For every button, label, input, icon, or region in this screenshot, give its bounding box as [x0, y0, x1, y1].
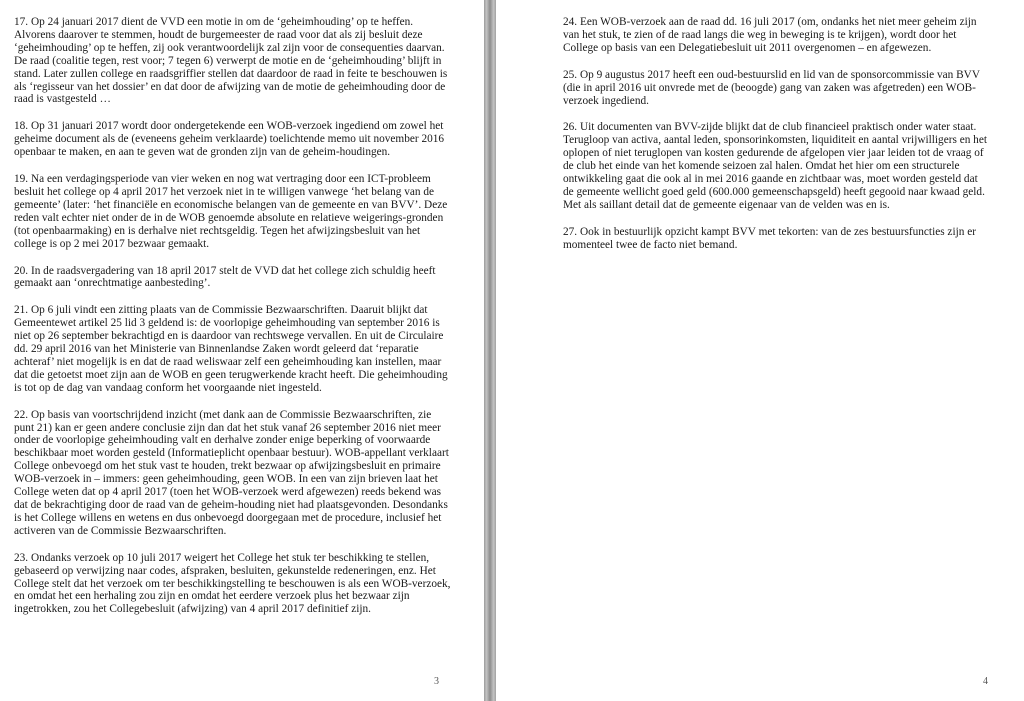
- paragraph-27: 27. Ook in bestuurlijk opzicht kampt BVV met tekorten: van de zes bestuursfuncties zijn er momenteel twee de facto niet bemand.: [563, 225, 976, 251]
- page-3-body: [14, 16, 454, 630]
- page-4-body: [563, 16, 988, 266]
- paragraph-21: 21. Op 6 juli vindt een zitting plaats van de Commissie Bezwaarschriften. Daaruit blijkt dat Gemeentewet artikel 25 lid 3 geldend is: de voorlopige geheimhouding van september 2016 is niet op 26 september bekrachtigd en is daardoor van rechtswege vervallen. En uit de Circulaire dd. 29 april 2016 van het Ministerie van Binnenlandse Zaken wordt geleerd dat ‘reparatie achteraf’ niet mogelijk is en dat de raad weliswaar zelf een geheimhouding kan instellen, maar dat die getoetst moet zijn aan de WOB en geen terugwerkende kracht heeft. Die geheimhouding is tot op de dag van vandaag conform het voorgaande niet ingesteld.: [14, 304, 448, 394]
- document-page-4: [496, 0, 1024, 701]
- document-page-3: [0, 0, 484, 701]
- paragraph-23: 23. Ondanks verzoek op 10 juli 2017 weigert het College het stuk ter beschikking te stellen, gebaseerd op verwijzing naar codes, afspraken, besluiten, gekunstelde redeneringen, enz. Het College stelt dat het verzoek om ter beschikkingstelling te beschouwen is als een WOB-verzoek, en omdat het een herhaling zou zijn en omdat het eerdere verzoek plus het bezwaar zijn ingetrokken, zou het Collegebesluit (afwijzing) van 4 april 2017 definitief zijn.: [14, 551, 451, 616]
- paragraph-20: 20. In de raadsvergadering van 18 april 2017 stelt de VVD dat het college zich schuldig heeft gemaakt aan ‘onrechtmatige aanbesteding’.: [14, 264, 436, 290]
- paragraph-19: 19. Na een verdagingsperiode van vier weken en nog wat vertraging door een ICT-probleem besluit het college op 4 april 2017 het verzoek niet in te willigen vanwege ‘het belang van de gemeente’ (later: ‘het financiële en economische belangen van de gemeente en van BVV’. Deze reden valt echter niet onder de in de WOB genoemde absolute en relatieve weigerings-gronden (tot openbaarmaking) en is derhalve niet rechtsgeldig. Tegen het afwijzingsbesluit van het college is op 2 mei 2017 bezwaar gemaakt.: [14, 173, 448, 250]
- page-gutter-divider: [484, 0, 496, 701]
- paragraph-25: 25. Op 9 augustus 2017 heeft een oud-bestuurslid en lid van de sponsorcommissie van BVV (die in april 2016 uit onvrede met de (beoogde) gang van zaken was afgetreden) een WOB-verzoek ingediend.: [563, 68, 980, 107]
- paragraph-22: 22. Op basis van voortschrijdend inzicht (met dank aan de Commissie Bezwaarschriften, zie punt 21) kan er geen andere conclusie zijn dan dat het stuk vanaf 26 september 2016 niet meer onder de voorlopige geheimhouding valt en derhalve zonder enige beperking of voorwaarde beschikbaar moet worden gesteld (Informatieplicht openbaar bestuur). WOB-appellant verklaart College onbevoegd om het stuk vast te houden, trekt bezwaar op afwijzingsbesluit en primaire WOB-verzoek in – immers: geen geheimhouding, geen WOB. In een van zijn brieven laat het College weten dat op 4 april 2017 (toen het WOB-verzoek werd afgewezen) reeds bekend was dat de bekrachtiging door de raad van de geheim-houding niet had plaatsgevonden. Desondanks is het College willens en wetens en dus onbevoegd doorgegaan met de procedure, inclusief het activeren van de Commissie Bezwaarschriften.: [14, 408, 449, 537]
- paragraph-18: 18. Op 31 januari 2017 wordt door ondergetekende een WOB-verzoek ingediend om zowel het geheime document als de (eveneens geheim verklaarde) toelichtende memo uit november 2016 openbaar te maken, en aan te geven wat de gronden zijn van de geheim-houdingen.: [14, 120, 445, 159]
- page-number: 4: [983, 676, 988, 687]
- paragraph-17: 17. Op 24 januari 2017 dient de VVD een motie in om de ‘geheimhouding’ op te heffen. Alvorens daarover te stemmen, houdt de burgemeester de raad voor dat als zij besluit deze ‘geheimhouding’ op te heffen, zij ook verantwoordelijk zal zijn voor de consequenties daarvan. De raad (coalitie tegen, rest voor; 7 tegen 6) verwerpt de motie en de ‘geheimhouding’ blijft in stand. Later zullen college en raadsgriffier stellen dat daardoor de raad in feite te beschouwen is als ‘regisseur van het dossier’ en dat door de afwijzing van de motie de geheimhouding door de raad is vastgesteld …: [14, 16, 448, 106]
- paragraph-26: 26. Uit documenten van BVV-zijde blijkt dat de club financieel praktisch onder water staat. Terugloop van activa, aantal leden, sponsorinkomsten, liquiditeit en aantal vrijwilligers en het oplopen of niet teruglopen van kosten gedurende de afgelopen vier jaar leiden tot de vraag of de club het einde van het komende seizoen zal halen. Omdat het hier om een structurele ontwikkeling gaat die ook al in mei 2016 gaande en zichtbaar was, moet worden gesteld dat de gemeente wellicht goed geld (600.000 gemeenschapsgeld) heeft gegooid naar kwaad geld. Met als saillant detail dat de gemeente eigenaar van de velden was en is.: [563, 121, 987, 211]
- paragraph-24: 24. Een WOB-verzoek aan de raad dd. 16 juli 2017 (om, ondanks het niet meer geheim zijn van het stuk, te zien of de raad langs die weg in beweging is te krijgen), wordt door het College op basis van een Delegatiebesluit uit 2011 overgenomen – en afgewezen.: [563, 16, 977, 54]
- page-number: 3: [434, 676, 439, 687]
